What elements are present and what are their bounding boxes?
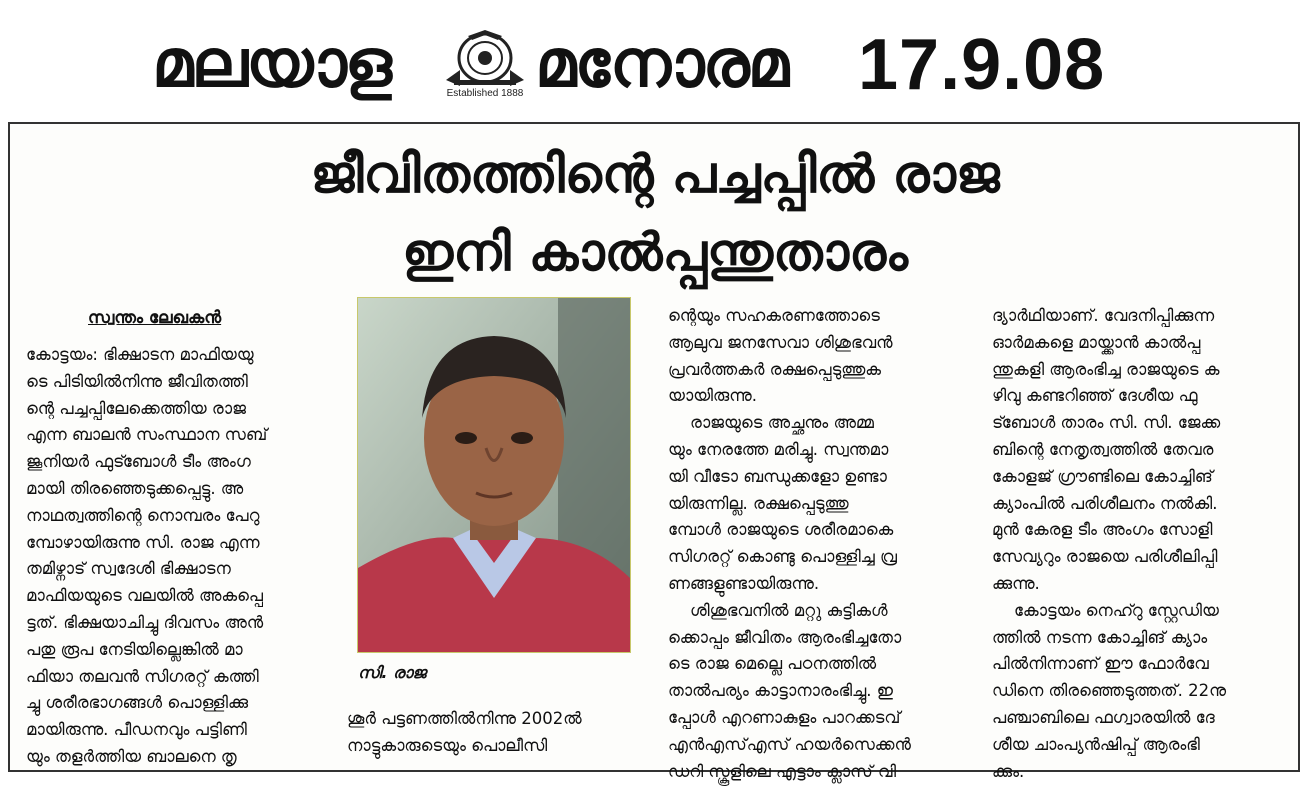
- article-column-3: [668, 303, 980, 785]
- boy-photo: [357, 297, 631, 653]
- column-line: ക്യാംപിൽ പരിശീലനം നൽകി.: [992, 493, 1218, 513]
- established-label: Established 1888: [446, 88, 524, 99]
- column-line: മുൻ കേരള ടീം അംഗം സോളി: [992, 520, 1213, 540]
- column-line: പ്പോൾ എറണാകുളം പാറക്കടവ്: [668, 707, 901, 727]
- column-line: പിൽനിന്നാണ് ഈ ഫോർവേ: [992, 654, 1209, 674]
- column-line: യായിരുന്നു.: [668, 386, 757, 406]
- column-line: ആലുവ ജനസേവാ ശിശുഭവൻ: [668, 332, 893, 352]
- column-line: ച്ചു ശരീരഭാഗങ്ങൾ പൊള്ളിക്കു: [26, 693, 249, 713]
- newspaper-masthead: [0, 0, 1310, 112]
- column-line: പഞ്ചാബിലെ ഫഗ്വാരയിൽ ദേ: [992, 707, 1215, 727]
- column-line: ബിന്റെ നേതൃത്വത്തിൽ തേവര: [992, 439, 1214, 459]
- column-line: ഡിനെ തിരഞ്ഞെടുത്തത്. 22നു: [992, 681, 1227, 701]
- paper-date: 17.9.08: [858, 25, 1106, 105]
- masthead-name-left: മലയാള: [152, 25, 390, 102]
- column-line: ഴിവു കണ്ടറിഞ്ഞ് ദേശീയ ഫു: [992, 386, 1198, 406]
- column-line: ത്തിൽ നടന്ന കോച്ചിങ് ക്യാം: [992, 627, 1208, 647]
- column-line: ന്തുകളി ആരംഭിച്ച രാജയുടെ ക: [992, 359, 1220, 379]
- column-line: നാഥത്വത്തിന്റെ നൊമ്പരം പേറു: [26, 505, 260, 525]
- photo-caption: സി. രാജ: [358, 663, 427, 682]
- column-line: ന്റെയും സഹകരണത്തോടെ: [668, 306, 880, 325]
- column-line: യും തളർത്തിയ ബാലനെ തൃ: [26, 746, 237, 766]
- column-line: തമിഴ്നാട് സ്വദേശി ഭിക്ഷാടന: [26, 559, 231, 579]
- column-line: സേവ്യറും രാജയെ പരിശീലിപ്പി: [992, 547, 1218, 567]
- column-line: മായിരുന്നു. പീഡനവും പട്ടിണി: [26, 720, 247, 740]
- column-line: കോളജ് ഗ്രൗണ്ടിലെ കോച്ചിങ്: [992, 466, 1213, 486]
- column-line: എൻഎസ്എസ് ഹയർസെക്കൻ: [668, 734, 911, 754]
- article-column-2: [347, 706, 647, 760]
- column-line: യിരുന്നില്ല. രക്ഷപ്പെടുത്തു: [668, 493, 849, 513]
- column-line: മായി തിരഞ്ഞെടുക്കപ്പെട്ടു. അ: [26, 478, 244, 498]
- column-line: ദ്യാർഥിയാണ്. വേദനിപ്പിക്കുന്ന: [992, 306, 1215, 325]
- column-line: കോട്ടയം: ഭിക്ഷാടന മാഫിയയു: [26, 345, 254, 364]
- column-line: യി വീടോ ബന്ധുക്കളോ ഉണ്ടാ: [668, 466, 887, 486]
- column-line: ജൂനിയർ ഫുട്ബോൾ ടീം അംഗ: [26, 452, 251, 472]
- column-line: രാജയുടെ അച്ഛനും അമ്മ: [690, 413, 874, 433]
- column-line: ശീയ ചാംപ്യൻഷിപ്പ് ആരംഭി: [992, 734, 1200, 754]
- column-line: മ്പോഴായിരുന്നു സി. രാജ എന്ന: [26, 532, 260, 552]
- column-line: പ്രവർത്തകർ രക്ഷപ്പെടുത്തുക: [668, 359, 882, 379]
- column-line: ട്ടത്. ഭിക്ഷയാചിച്ചു ദിവസം അൻ: [26, 612, 264, 632]
- column-line: ഫിയാ തലവൻ സിഗരറ്റ് കത്തി: [26, 666, 259, 686]
- column-line: ണങ്ങളുണ്ടായിരുന്നു.: [668, 573, 820, 593]
- column-line: ട്ബോൾ താരം സി. സി. ജേക്ക: [992, 413, 1221, 433]
- column-line: ഓർമകളെ മായ്ക്കാൻ കാൽപ്പ: [992, 332, 1201, 352]
- column-line: ടെ രാജ മെല്ലെ പഠനത്തിൽ: [668, 654, 877, 674]
- column-line: മ്പോൾ രാജയുടെ ശരീരമാകെ: [668, 520, 894, 540]
- column-line: മാഫിയയുടെ വലയിൽ അകപ്പെ: [26, 586, 264, 606]
- column-line: എന്ന ബാലൻ സംസ്ഥാന സബ്: [26, 425, 268, 445]
- column-line: നാട്ടുകാരുടെയും പൊലീസി: [347, 735, 548, 755]
- article-column-1: [26, 342, 338, 771]
- column-line: യും നേരത്തേ മരിച്ചു. സ്വന്തമാ: [668, 439, 889, 459]
- byline: സ്വന്തം ലേഖകൻ: [88, 308, 222, 328]
- column-line: കോട്ടയം നെഹ്റു സ്റ്റേഡിയ: [1014, 600, 1219, 620]
- column-line: താൽപര്യം കാട്ടാനാരംഭിച്ചു. ഇ: [668, 681, 893, 701]
- column-line: ക്കും.: [992, 761, 1025, 781]
- masthead-name-right: മനോരമ: [535, 25, 788, 102]
- column-line: ശിശുഭവനിൽ മറ്റു കുട്ടികൾ: [690, 600, 888, 620]
- column-line: പതു രൂപ നേടിയില്ലെങ്കിൽ മാ: [26, 639, 243, 659]
- headline-line-1: ജീവിതത്തിന്റെ പച്ചപ്പിൽ രാജ: [310, 145, 1000, 205]
- column-line: ഡറി സ്കൂളിലെ എട്ടാം ക്ലാസ് വി: [668, 761, 897, 781]
- column-line: ന്റെ പച്ചപ്പിലേക്കെത്തിയ രാജ: [26, 398, 246, 418]
- column-line: ക്കൊപ്പം ജീവിതം ആരംഭിച്ചതോ: [668, 627, 902, 647]
- article-column-4: [992, 303, 1282, 785]
- column-line: ടെ പിടിയിൽനിന്നു ജീവിതത്തി: [26, 371, 248, 391]
- column-line: സിഗരറ്റ് കൊണ്ടു പൊള്ളിച്ച വ്ര: [668, 547, 897, 567]
- headline-line-2: ഇനി കാൽപ്പന്തുതാരം: [402, 223, 908, 283]
- column-line: ക്കുന്നു.: [992, 573, 1040, 593]
- column-line: ശൂർ പട്ടണത്തിൽനിന്നു 2002ൽ: [347, 709, 582, 728]
